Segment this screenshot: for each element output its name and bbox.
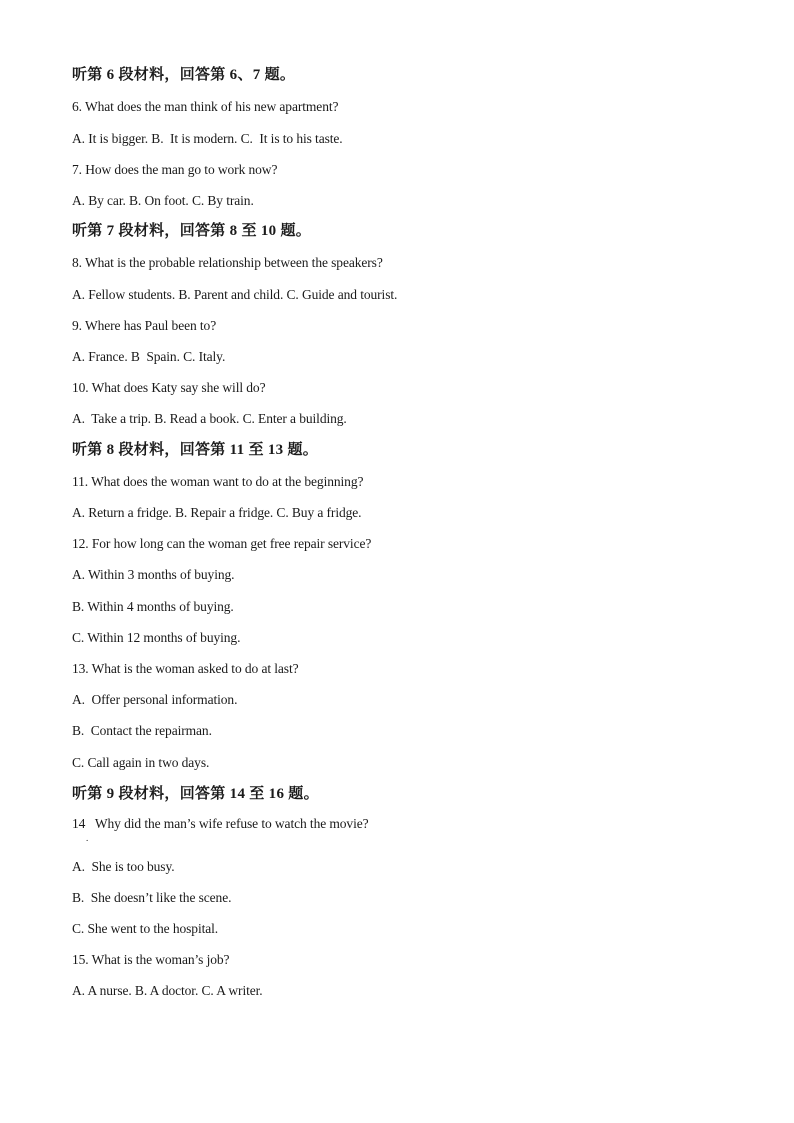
option-12-a: A. Within 3 months of buying.: [72, 567, 235, 582]
option-14-b: B. She doesn’t like the scene.: [72, 890, 232, 905]
options-10: A. Take a trip. B. Read a book. C. Enter a building.: [72, 411, 347, 426]
option-12-b: B. Within 4 months of buying.: [72, 599, 234, 614]
question-7: 7. How does the man go to work now?: [72, 162, 278, 177]
section-heading-7: 听第 7 段材料，回答第 8 至 10 题。: [72, 223, 312, 239]
question-14: 14 Why did the man’s wife refuse to watch the movie?: [72, 816, 369, 831]
question-11: 11. What does the woman want to do at the beginning?: [72, 474, 364, 489]
stray-mark: .: [86, 833, 89, 843]
option-13-a: A. Offer personal information.: [72, 692, 238, 707]
option-14-a: A. She is too busy.: [72, 859, 175, 874]
option-14-c: C. She went to the hospital.: [72, 921, 219, 936]
options-8: A. Fellow students. B. Parent and child. C. Guide and tourist.: [72, 287, 398, 302]
question-13: 13. What is the woman asked to do at last?: [72, 661, 299, 676]
question-6: 6. What does the man think of his new apartment?: [72, 99, 339, 114]
options-9: A. France. B Spain. C. Italy.: [72, 349, 226, 364]
options-6: A. It is bigger. B. It is modern. C. It is to his taste.: [72, 131, 343, 146]
options-15: A. A nurse. B. A doctor. C. A writer.: [72, 983, 263, 998]
question-8: 8. What is the probable relationship between the speakers?: [72, 255, 383, 270]
option-13-b: B. Contact the repairman.: [72, 723, 212, 738]
options-11: A. Return a fridge. B. Repair a fridge. C. Buy a fridge.: [72, 505, 362, 520]
section-heading-9: 听第 9 段材料，回答第 14 至 16 题。: [72, 786, 319, 802]
question-9: 9. Where has Paul been to?: [72, 318, 217, 333]
question-10: 10. What does Katy say she will do?: [72, 380, 266, 395]
option-12-c: C. Within 12 months of buying.: [72, 630, 241, 645]
question-12: 12. For how long can the woman get free repair service?: [72, 536, 372, 551]
question-15: 15. What is the woman’s job?: [72, 952, 230, 967]
options-7: A. By car. B. On foot. C. By train.: [72, 193, 254, 208]
section-heading-6: 听第 6 段材料，回答第 6、7 题。: [72, 67, 296, 83]
section-heading-8: 听第 8 段材料，回答第 11 至 13 题。: [72, 442, 319, 458]
option-13-c: C. Call again in two days.: [72, 755, 210, 770]
